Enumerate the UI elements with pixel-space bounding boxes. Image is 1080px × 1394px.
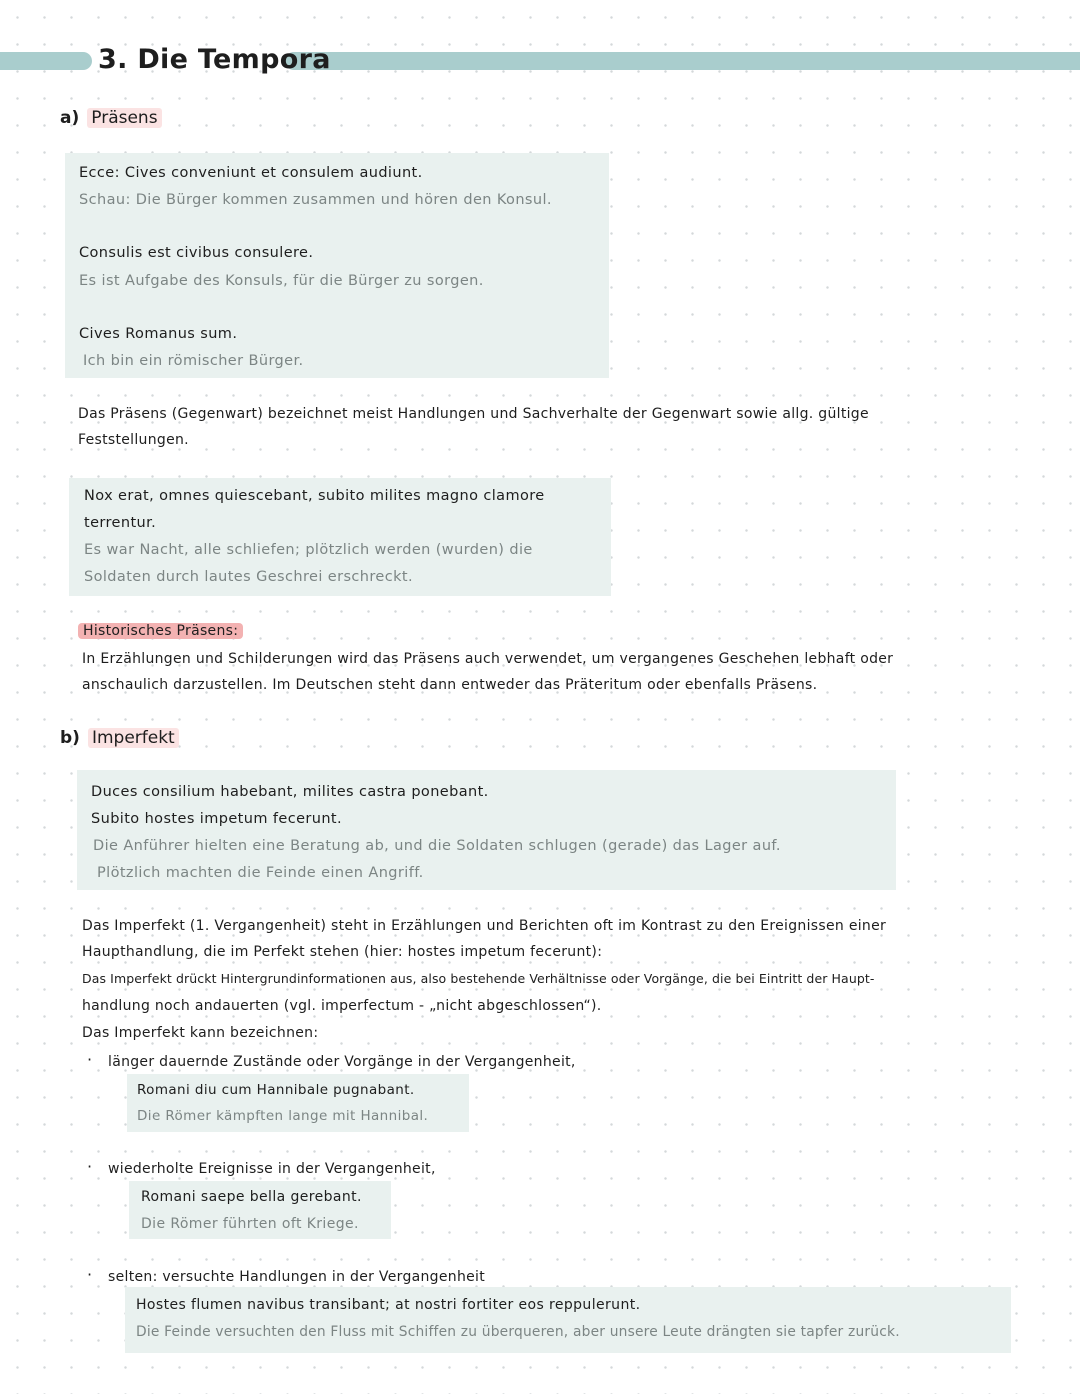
imperfekt-explanation-line-1: Das Imperfekt (1. Vergangenheit) steht in Erzählungen und Berichten oft im Kontrast zu den Ereignissen einer <box>82 918 887 934</box>
praesens-example-2-german: Es ist Aufgabe des Konsuls, für die Bürger zu sorgen. <box>79 273 484 289</box>
praesens-example-4-german-line-2: Soldaten durch lautes Geschrei erschreckt. <box>84 569 413 585</box>
header-bar-left <box>0 52 92 70</box>
historical-present-label <box>78 623 243 639</box>
use-2-example-box <box>129 1181 391 1239</box>
imperfekt-example-german-line-1: Die Anführer hielten eine Beratung ab, und die Soldaten schlugen (gerade) das Lager auf. <box>93 838 781 854</box>
use-2-label: wiederholte Ereignisse in der Vergangenheit, <box>108 1161 436 1177</box>
bullet-point: · <box>87 1265 93 1284</box>
imperfekt-explanation-line-5: Das Imperfekt kann bezeichnen: <box>82 1025 319 1041</box>
historical-present-text-line-2: anschaulich darzustellen. Im Deutschen steht dann entweder das Präteritum oder ebenfalls Präsens. <box>82 677 818 693</box>
historical-present-text-line-1: In Erzählungen und Schilderungen wird das Präsens auch verwendet, um vergangenes Geschehen lebhaft oder <box>82 651 894 667</box>
bullet-point: · <box>87 1157 93 1176</box>
imperfekt-explanation-line-3: Das Imperfekt drückt Hintergrundinformationen aus, also bestehende Verhältnisse oder Vorgänge, die bei Eintritt der Haupt- <box>82 971 875 986</box>
use-2-german: Die Römer führten oft Kriege. <box>141 1216 359 1232</box>
use-3-example-box <box>125 1287 1011 1353</box>
imperfekt-example-german-line-2: Plötzlich machten die Feinde einen Angriff. <box>97 865 424 881</box>
section-a-heading <box>60 108 162 128</box>
praesens-example-3-latin: Cives Romanus sum. <box>79 326 238 342</box>
section-a-label: Präsens <box>87 108 161 128</box>
praesens-example-4-latin-line-1: Nox erat, omnes quiescebant, subito milites magno clamore <box>84 488 545 504</box>
imperfekt-example-latin-line-2: Subito hostes impetum fecerunt. <box>91 811 343 827</box>
section-a-letter: a) <box>60 108 80 128</box>
historical-present-tag: Historisches Präsens: <box>78 623 243 639</box>
use-2-latin: Romani saepe bella gerebant. <box>141 1189 362 1205</box>
section-b-letter: b) <box>60 728 80 748</box>
praesens-example-4-latin-line-2: terrentur. <box>84 515 157 531</box>
praesens-example-1-german: Schau: Die Bürger kommen zusammen und hören den Konsul. <box>79 192 552 208</box>
praesens-explanation-line-2: Feststellungen. <box>78 432 189 448</box>
praesens-example-3-german: Ich bin ein römischer Bürger. <box>83 353 304 369</box>
use-3-label: selten: versuchte Handlungen in der Vergangenheit <box>108 1269 486 1285</box>
praesens-example-2-latin: Consulis est civibus consulere. <box>79 245 314 261</box>
imperfekt-example-latin-line-1: Duces consilium habebant, milites castra ponebant. <box>91 784 489 800</box>
page-title: 3. Die Tempora <box>98 44 331 75</box>
bullet-point: · <box>87 1050 93 1069</box>
use-1-latin: Romani diu cum Hannibale pugnabant. <box>137 1082 415 1098</box>
header-bar-right <box>285 52 1080 70</box>
use-1-german: Die Römer kämpften lange mit Hannibal. <box>137 1108 429 1124</box>
section-b-heading <box>60 728 179 748</box>
praesens-example-4-german-line-1: Es war Nacht, alle schliefen; plötzlich werden (wurden) die <box>84 542 533 558</box>
praesens-examples-box <box>65 153 609 378</box>
use-3-latin: Hostes flumen navibus transibant; at nostri fortiter eos reppulerunt. <box>136 1297 641 1313</box>
praesens-example-box-2 <box>69 478 611 596</box>
use-1-label: länger dauernde Zustände oder Vorgänge in der Vergangenheit, <box>108 1054 576 1070</box>
praesens-explanation-line-1: Das Präsens (Gegenwart) bezeichnet meist Handlungen und Sachverhalte der Gegenwart sowie allg. gültige <box>78 406 869 422</box>
use-1-example-box <box>127 1074 469 1132</box>
imperfekt-example-box <box>77 770 896 890</box>
imperfekt-explanation-line-2: Haupthandlung, die im Perfekt stehen (hier: hostes impetum fecerunt): <box>82 944 603 960</box>
praesens-example-1-latin: Ecce: Cives conveniunt et consulem audiunt. <box>79 165 423 181</box>
imperfekt-explanation-line-4: handlung noch andauerten (vgl. imperfectum - „nicht abgeschlossen“). <box>82 998 602 1014</box>
use-3-german: Die Feinde versuchten den Fluss mit Schiffen zu überqueren, aber unsere Leute drängten sie tapfer zurück. <box>136 1324 900 1340</box>
section-b-label: Imperfekt <box>88 728 179 748</box>
